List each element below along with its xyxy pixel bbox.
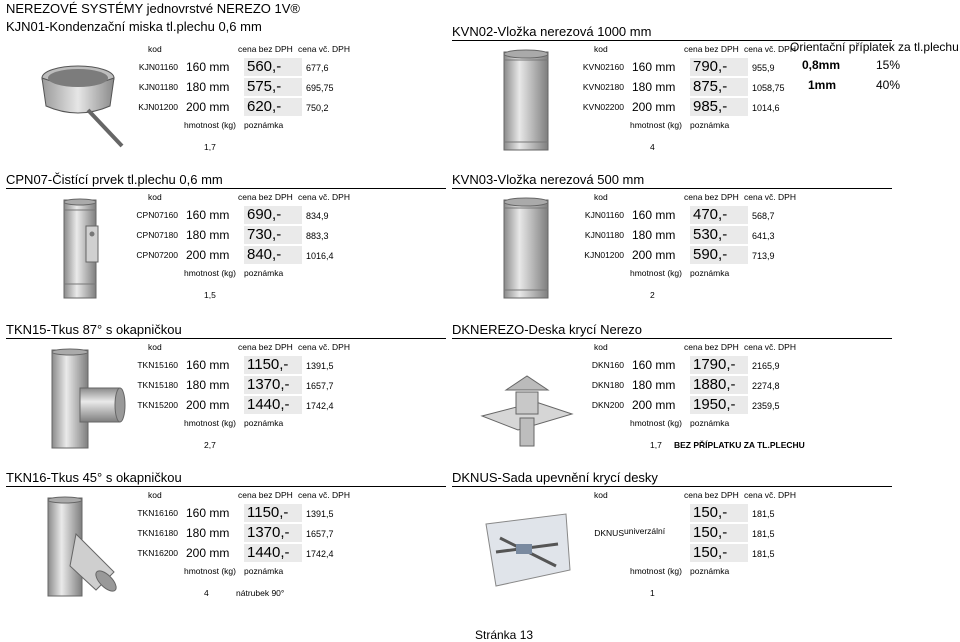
row-price: 1440,- [244,544,302,562]
col-label-vat: cena vč. DPH [298,342,350,352]
section-title: KVN02-Vložka nerezová 1000 mm [452,24,652,39]
product-image [476,494,576,599]
section-divider [452,486,892,487]
row-vat: 568,7 [752,211,775,221]
row-size: 180 mm [632,228,676,242]
row-vat: 1014,6 [752,103,780,113]
page-header-line2: KJN01-Kondenzační miska tl.plechu 0,6 mm [6,19,262,34]
col-label-note: poznámka [244,566,284,576]
row-price: 840,- [244,246,302,264]
row-code: KJN01180 [138,82,178,92]
row-price: 1880,- [690,376,748,394]
row-size: 180 mm [186,378,230,392]
weight-value: 2 [650,290,655,300]
row-code: KVN02180 [582,82,624,92]
row-vat: 2274,8 [752,381,780,391]
col-label-code: kod [594,490,608,500]
col-label-note: poznámka [690,566,730,576]
col-label-weight: hmotnost (kg) [630,566,682,576]
row-size: 160 mm [632,60,676,74]
row-vat: 883,3 [306,231,329,241]
row-size: 200 mm [186,398,230,412]
row-code: CPN07160 [136,210,178,220]
product-section [452,24,892,164]
col-label-note: poznámka [244,268,284,278]
product-section [452,172,892,312]
note-value: nátrubek 90° [236,588,285,598]
row-code: KJN01200 [138,102,178,112]
row-price: 1150,- [244,504,302,522]
col-label-code: kod [148,342,162,352]
product-image [476,48,576,153]
row-price: 1440,- [244,396,302,414]
row-size: 160 mm [632,208,676,222]
col-label-vat: cena vč. DPH [744,490,796,500]
col-label-note: poznámka [244,120,284,130]
product-image [30,48,130,153]
section-title: TKN15-Tkus 87° s okapničkou [6,322,182,337]
weight-value: 1 [650,588,655,598]
product-image [476,196,576,301]
product-image [476,346,576,451]
row-price: 730,- [244,226,302,244]
row-vat: 834,9 [306,211,329,221]
section-title: CPN07-Čistící prvek tl.plechu 0,6 mm [6,172,223,187]
col-label-code: kod [594,342,608,352]
row-vat: 1058,75 [752,83,785,93]
row-vat: 955,9 [752,63,775,73]
surcharge-thickness-1: 0,8mm [802,58,841,72]
col-label-weight: hmotnost (kg) [630,120,682,130]
row-price: 590,- [690,246,748,264]
col-label-weight: hmotnost (kg) [630,268,682,278]
col-label-code: kod [148,44,162,54]
row-price: 875,- [690,78,748,96]
row-code: DKN200 [591,400,624,410]
section-title: KVN03-Vložka nerezová 500 mm [452,172,645,187]
row-price: 1370,- [244,376,302,394]
col-label-vat: cena vč. DPH [744,342,796,352]
row-code: TKN15160 [137,360,178,370]
col-label-note: poznámka [690,418,730,428]
product-image [30,494,130,599]
row-size: 160 mm [632,358,676,372]
col-label-vat: cena vč. DPH [298,192,350,202]
col-label-price: cena bez DPH [684,490,739,500]
row-price: 560,- [244,58,302,76]
col-label-price: cena bez DPH [238,342,293,352]
row-vat: 181,5 [752,549,775,559]
row-vat: 695,75 [306,83,334,93]
row-price: 1790,- [690,356,748,374]
row-vat: 713,9 [752,251,775,261]
page-header-line1: NEREZOVÉ SYSTÉMY jednovrstvé NEREZO 1V® [6,1,300,16]
row-size: 180 mm [186,228,230,242]
row-price: 470,- [690,206,748,224]
section-title: DKNUS-Sada upevnění krycí desky [452,470,658,485]
row-size: 160 mm [186,60,230,74]
weight-value: 1,7 [650,440,662,450]
section-title: DKNEREZO-Deska krycí Nerezo [452,322,642,337]
col-label-weight: hmotnost (kg) [184,268,236,278]
row-vat: 1742,4 [306,401,334,411]
row-code: KVN02200 [582,102,624,112]
row-code: KJN01160 [584,210,624,220]
row-size: 200 mm [186,100,230,114]
row-vat: 1016,4 [306,251,334,261]
row-code: TKN16200 [137,548,178,558]
col-label-vat: cena vč. DPH [744,44,796,54]
col-label-price: cena bez DPH [684,44,739,54]
row-size: univerzální [624,526,666,536]
section-divider [6,188,446,189]
row-size: 160 mm [186,506,230,520]
row-size: 160 mm [186,208,230,222]
product-section [6,470,446,610]
surcharge-title: Orientační příplatek za tl.plechu [790,40,959,54]
row-vat: 1657,7 [306,381,334,391]
row-size: 180 mm [186,80,230,94]
row-size: 200 mm [632,248,676,262]
row-vat: 677,6 [306,63,329,73]
row-code: KVN02160 [582,62,624,72]
row-size: 200 mm [186,546,230,560]
row-vat: 1657,7 [306,529,334,539]
row-code: KJN01200 [584,250,624,260]
row-vat: 1391,5 [306,361,334,371]
row-price: 620,- [244,98,302,116]
col-label-note: poznámka [690,268,730,278]
row-price: 575,- [244,78,302,96]
product-section [6,24,446,164]
col-label-note: poznámka [244,418,284,428]
row-code: TKN15200 [137,400,178,410]
row-price: 150,- [690,524,748,542]
col-label-price: cena bez DPH [238,192,293,202]
section-divider [6,338,446,339]
row-code: TKN16160 [137,508,178,518]
row-size: 200 mm [632,100,676,114]
product-section [6,322,446,462]
col-label-weight: hmotnost (kg) [184,120,236,130]
row-price: 1370,- [244,524,302,542]
col-label-price: cena bez DPH [238,44,293,54]
row-vat: 181,5 [752,529,775,539]
surcharge-percent-1: 15% [876,58,901,72]
row-size: 180 mm [186,526,230,540]
col-label-code: kod [148,490,162,500]
product-image [30,196,130,301]
note-value: BEZ PŘÍPLATKU ZA TL.PLECHU [674,440,805,450]
row-price: 530,- [690,226,748,244]
row-code: DKNUS [594,528,624,538]
product-section [452,322,892,462]
row-size: 160 mm [186,358,230,372]
col-label-weight: hmotnost (kg) [630,418,682,428]
row-price: 790,- [690,58,748,76]
section-divider [452,338,892,339]
section-divider [6,486,446,487]
surcharge-percent-2: 40% [876,78,901,92]
row-price: 150,- [690,504,748,522]
product-section [6,172,446,312]
col-label-weight: hmotnost (kg) [184,566,236,576]
row-price: 1950,- [690,396,748,414]
row-vat: 1742,4 [306,549,334,559]
row-code: TKN15180 [137,380,178,390]
row-price: 985,- [690,98,748,116]
weight-value: 4 [650,142,655,152]
surcharge-thickness-2: 1mm [808,78,837,92]
col-label-code: kod [594,44,608,54]
row-size: 180 mm [632,80,676,94]
row-size: 200 mm [186,248,230,262]
section-divider [452,40,892,41]
weight-value: 2,7 [204,440,216,450]
row-price: 1150,- [244,356,302,374]
product-image [30,346,130,451]
weight-value: 1,7 [204,142,216,152]
col-label-weight: hmotnost (kg) [184,418,236,428]
row-vat: 181,5 [752,509,775,519]
weight-value: 4 [204,588,209,598]
section-title: TKN16-Tkus 45° s okapničkou [6,470,182,485]
col-label-price: cena bez DPH [238,490,293,500]
weight-value: 1,5 [204,290,216,300]
row-vat: 641,3 [752,231,775,241]
section-divider [452,188,892,189]
col-label-vat: cena vč. DPH [298,490,350,500]
col-label-code: kod [148,192,162,202]
row-code: KJN01160 [138,62,178,72]
row-vat: 2359,5 [752,401,780,411]
col-label-vat: cena vč. DPH [744,192,796,202]
row-code: DKN160 [591,360,624,370]
col-label-price: cena bez DPH [684,192,739,202]
row-vat: 2165,9 [752,361,780,371]
row-code: DKN180 [591,380,624,390]
row-vat: 750,2 [306,103,329,113]
page-number: Stránka 13 [475,628,534,642]
col-label-price: cena bez DPH [684,342,739,352]
row-price: 690,- [244,206,302,224]
row-code: TKN16180 [137,528,178,538]
row-code: KJN01180 [584,230,624,240]
row-price: 150,- [690,544,748,562]
row-size: 200 mm [632,398,676,412]
col-label-vat: cena vč. DPH [298,44,350,54]
product-section [452,470,892,610]
row-code: CPN07180 [136,230,178,240]
row-vat: 1391,5 [306,509,334,519]
col-label-note: poznámka [690,120,730,130]
row-size: 180 mm [632,378,676,392]
col-label-code: kod [594,192,608,202]
row-code: CPN07200 [136,250,178,260]
